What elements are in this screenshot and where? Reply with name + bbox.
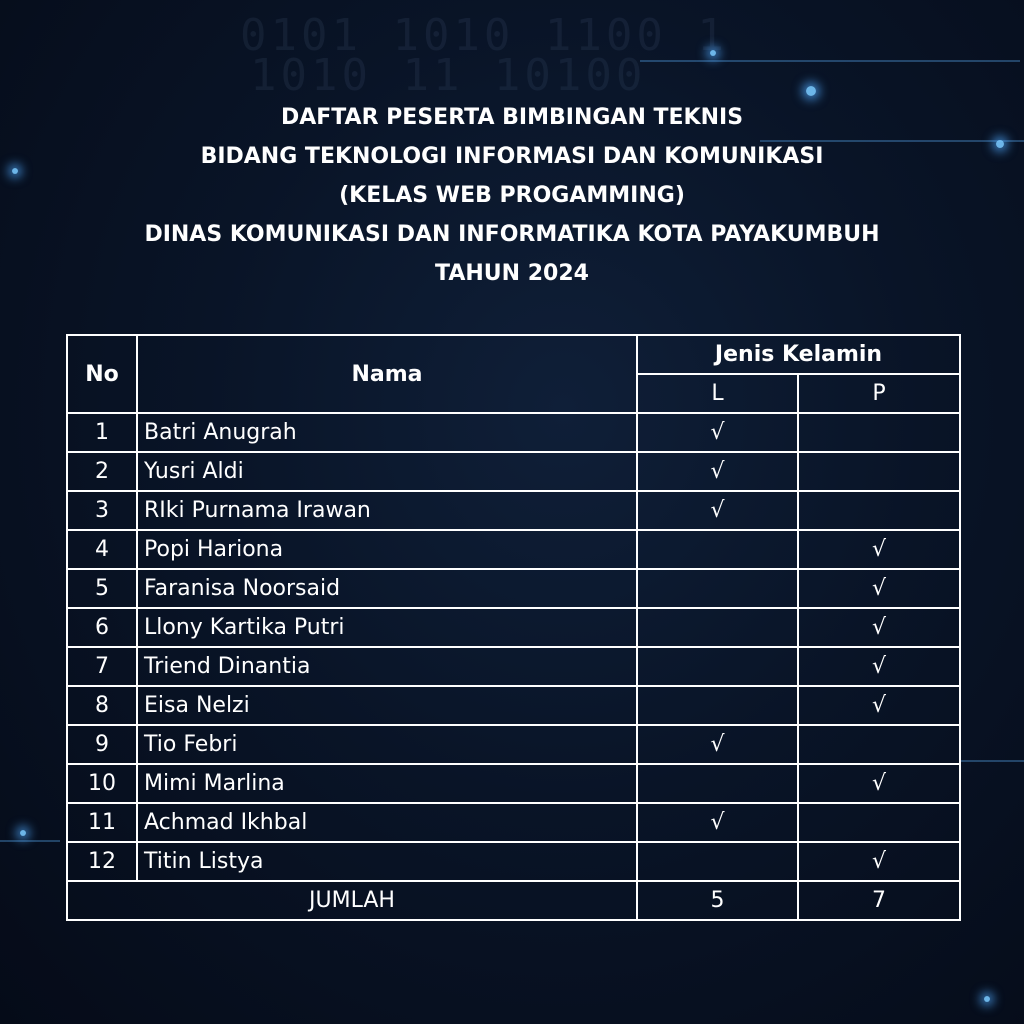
binary-pattern: 0101 1010 1100 1	[240, 10, 728, 61]
row-female-mark: √	[798, 569, 960, 608]
circuit-line	[960, 760, 1024, 762]
row-male-mark	[637, 647, 798, 686]
table-row	[67, 569, 960, 608]
row-name: Popi Hariona	[137, 530, 637, 569]
row-no: 11	[67, 803, 137, 842]
table-row	[67, 530, 960, 569]
header-gender: Jenis Kelamin	[637, 335, 960, 374]
row-no: 12	[67, 842, 137, 881]
row-female-mark	[798, 413, 960, 452]
row-female-mark: √	[798, 686, 960, 725]
row-female-mark: √	[798, 530, 960, 569]
participant-table	[66, 334, 961, 921]
row-name: Triend Dinantia	[137, 647, 637, 686]
glow-dot	[984, 996, 990, 1002]
row-male-mark: √	[637, 803, 798, 842]
table-row	[67, 803, 960, 842]
table-row	[67, 452, 960, 491]
header-female: P	[798, 374, 960, 413]
table-row	[67, 647, 960, 686]
circuit-line	[640, 60, 1020, 62]
row-male-mark: √	[637, 413, 798, 452]
row-female-mark	[798, 803, 960, 842]
row-name: Yusri Aldi	[137, 452, 637, 491]
total-female: 7	[798, 881, 960, 920]
row-female-mark: √	[798, 842, 960, 881]
binary-pattern: 1010 11 10100	[250, 50, 647, 101]
row-male-mark	[637, 608, 798, 647]
table-row	[67, 413, 960, 452]
glow-dot	[806, 86, 816, 96]
title-line-2: BIDANG TEKNOLOGI INFORMASI DAN KOMUNIKASI	[200, 144, 824, 169]
header-male: L	[637, 374, 798, 413]
row-no: 1	[67, 413, 137, 452]
total-male: 5	[637, 881, 798, 920]
row-name: Mimi Marlina	[137, 764, 637, 803]
row-female-mark	[798, 725, 960, 764]
row-no: 8	[67, 686, 137, 725]
row-female-mark: √	[798, 764, 960, 803]
table-row	[67, 491, 960, 530]
total-row	[67, 881, 960, 920]
document-title	[0, 98, 1024, 293]
row-name: Batri Anugrah	[137, 413, 637, 452]
row-female-mark	[798, 452, 960, 491]
row-no: 10	[67, 764, 137, 803]
row-no: 9	[67, 725, 137, 764]
row-male-mark	[637, 842, 798, 881]
row-no: 4	[67, 530, 137, 569]
row-no: 5	[67, 569, 137, 608]
row-male-mark: √	[637, 491, 798, 530]
row-male-mark	[637, 569, 798, 608]
row-name: RIki Purnama Irawan	[137, 491, 637, 530]
title-line-3: (KELAS WEB PROGAMMING)	[339, 183, 685, 208]
row-name: Titin Listya	[137, 842, 637, 881]
row-no: 7	[67, 647, 137, 686]
row-name: Tio Febri	[137, 725, 637, 764]
total-label: JUMLAH	[67, 881, 637, 920]
glow-dot	[20, 830, 26, 836]
row-name: Faranisa Noorsaid	[137, 569, 637, 608]
circuit-line	[0, 840, 60, 842]
table-row	[67, 764, 960, 803]
row-female-mark: √	[798, 647, 960, 686]
row-male-mark	[637, 530, 798, 569]
header-name: Nama	[137, 335, 637, 413]
row-no: 6	[67, 608, 137, 647]
table-row	[67, 842, 960, 881]
row-male-mark: √	[637, 725, 798, 764]
row-name: Eisa Nelzi	[137, 686, 637, 725]
row-name: Achmad Ikhbal	[137, 803, 637, 842]
title-line-4: DINAS KOMUNIKASI DAN INFORMATIKA KOTA PAYAKUMBUH	[144, 222, 880, 247]
row-name: Llony Kartika Putri	[137, 608, 637, 647]
table-row	[67, 608, 960, 647]
glow-dot	[710, 50, 716, 56]
row-no: 3	[67, 491, 137, 530]
row-female-mark: √	[798, 608, 960, 647]
row-male-mark	[637, 686, 798, 725]
row-no: 2	[67, 452, 137, 491]
title-line-5: TAHUN 2024	[435, 261, 589, 286]
table-row	[67, 686, 960, 725]
header-no: No	[67, 335, 137, 413]
title-line-1: DAFTAR PESERTA BIMBINGAN TEKNIS	[280, 105, 744, 130]
row-male-mark: √	[637, 452, 798, 491]
table-row	[67, 725, 960, 764]
row-male-mark	[637, 764, 798, 803]
row-female-mark	[798, 491, 960, 530]
